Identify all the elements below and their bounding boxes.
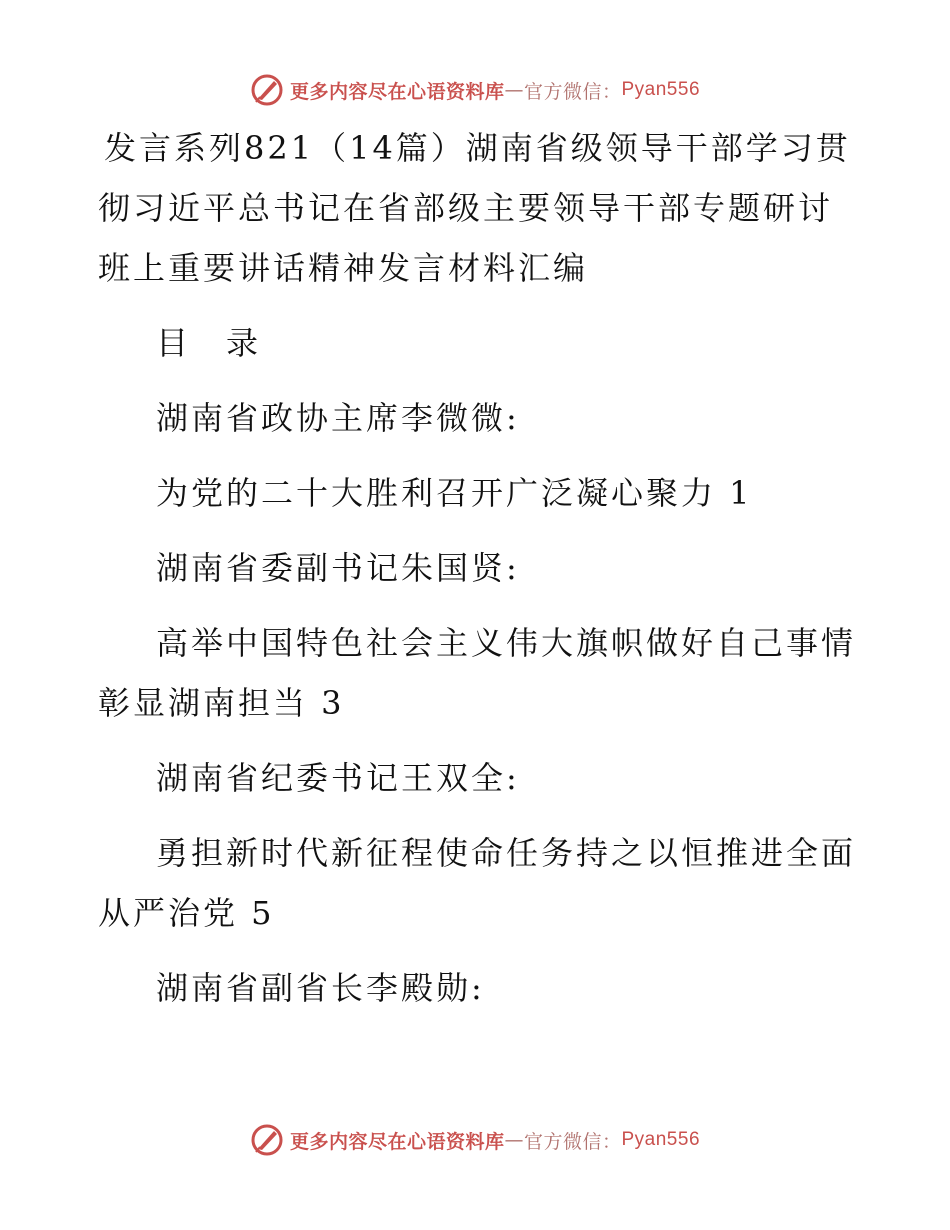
watermark-wechat-id: Pyan556: [621, 79, 701, 100]
toc-entry: 湖南省副省长李殿勋:: [156, 969, 485, 1007]
watermark-main-text: 更多内容尽在心语资料库: [289, 80, 505, 103]
document-body: [98, 118, 858, 1018]
document-title: 发言系列821（14篇）湖南省级领导干部学习贯彻习近平总书记在省部级主要领导干部专题研讨班上重要讲话精神发言材料汇编: [98, 129, 851, 287]
quill-logo-icon: [250, 73, 284, 107]
footer-watermark: [0, 1120, 950, 1160]
watermark-wechat-label: 官方微信：: [523, 80, 622, 103]
watermark-dash: —: [504, 1129, 524, 1151]
header-watermark: [0, 70, 950, 110]
toc-entry: 湖南省纪委书记王双全:: [156, 759, 520, 797]
quill-logo-icon: [250, 1123, 284, 1157]
watermark-wechat-id: Pyan556: [621, 1129, 701, 1150]
watermark-wechat-label: 官方微信：: [523, 1130, 622, 1153]
toc-entry: 湖南省委副书记朱国贤:: [156, 549, 520, 587]
toc-entry: 湖南省政协主席李微微:: [156, 399, 520, 437]
watermark-dash: —: [504, 79, 524, 101]
toc-entry: 为党的二十大胜利召开广泛凝心聚力 1: [156, 474, 753, 512]
toc-heading: 目 录: [156, 324, 262, 362]
watermark-main-text: 更多内容尽在心语资料库: [289, 1130, 505, 1153]
toc-entry: 勇担新时代新征程使命任务持之以恒推进全面从严治党 5: [98, 834, 857, 932]
toc-entry: 高举中国特色社会主义伟大旗帜做好自己事情彰显湖南担当 3: [98, 624, 857, 722]
